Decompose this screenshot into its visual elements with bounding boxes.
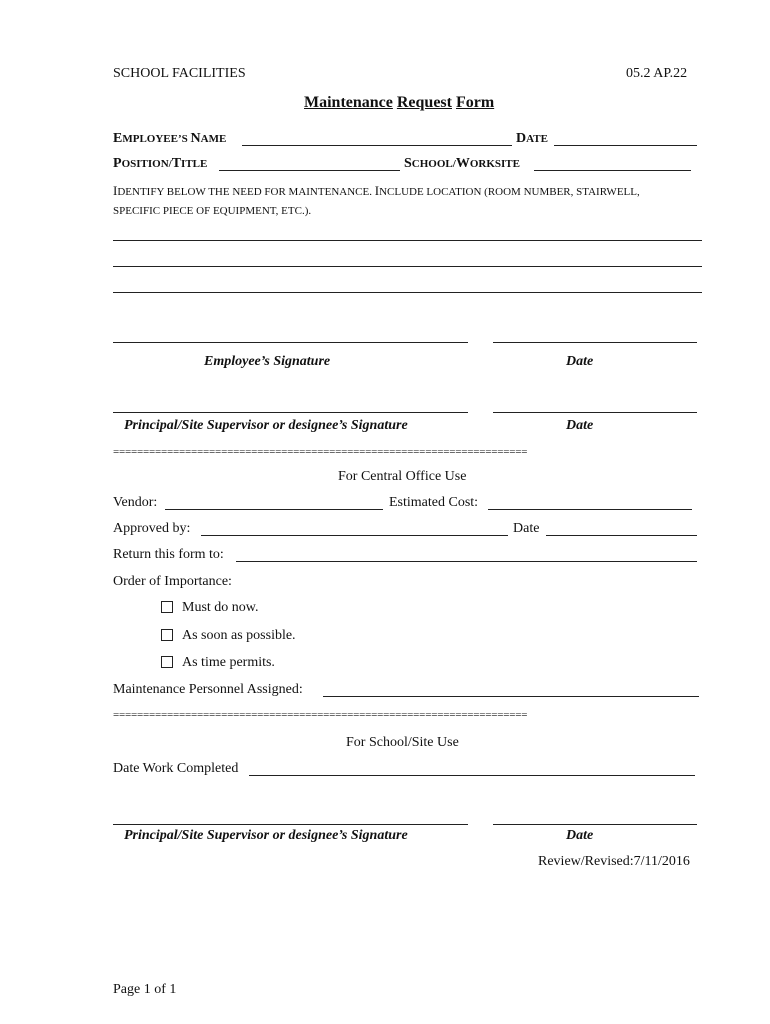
description-line[interactable]: [113, 292, 702, 293]
employee-name-label: EMPLOYEE’S NAME: [113, 131, 227, 146]
page-number: Page 1 of 1: [113, 982, 177, 997]
principal-signature-label: Principal/Site Supervisor or designee’s Signature: [124, 418, 408, 433]
principal-signature-line[interactable]: [113, 412, 468, 413]
instructions-line-1: IDENTIFY BELOW THE NEED FOR MAINTENANCE. INCLUDE LOCATION (ROOM NUMBER, STAIRWELL,: [113, 183, 640, 198]
page-title: [304, 94, 494, 112]
title-word-3: Form: [455, 94, 495, 111]
as-time-permits-checkbox[interactable]: [161, 656, 173, 668]
final-signature-line[interactable]: [113, 824, 468, 825]
employee-signature-line[interactable]: [113, 342, 468, 343]
approved-date-field[interactable]: [546, 535, 697, 536]
principal-date-line[interactable]: [493, 412, 697, 413]
final-signature-label: Principal/Site Supervisor or designee’s Signature: [124, 828, 408, 843]
revised-date: Review/Revised:7/11/2016: [538, 854, 690, 869]
school-worksite-field[interactable]: [534, 170, 691, 171]
separator: =====================================================================: [113, 446, 528, 458]
must-do-now-checkbox[interactable]: [161, 601, 173, 613]
date-work-completed-field[interactable]: [249, 775, 695, 776]
order-of-importance-label: Order of Importance:: [113, 574, 232, 589]
as-soon-as-possible-checkbox[interactable]: [161, 629, 173, 641]
return-to-label: Return this form to:: [113, 547, 224, 562]
central-office-heading: For Central Office Use: [338, 469, 467, 484]
personnel-assigned-field[interactable]: [323, 696, 699, 697]
principal-date-label: Date: [566, 418, 594, 433]
estimated-cost-label: Estimated Cost:: [389, 495, 479, 510]
separator: =====================================================================: [113, 709, 528, 721]
position-title-label: POSITION/TITLE: [113, 156, 208, 171]
date-work-completed-label: Date Work Completed: [113, 761, 239, 776]
as-time-permits-label: As time permits.: [182, 655, 275, 670]
position-title-field[interactable]: [219, 170, 400, 171]
employee-signature-label: Employee’s Signature: [204, 354, 331, 369]
title-word-1: Maintenance: [304, 94, 393, 111]
header-left: SCHOOL FACILITIES: [113, 66, 246, 81]
date-label: DATE: [516, 131, 548, 146]
employee-date-line[interactable]: [493, 342, 697, 343]
approved-by-field[interactable]: [201, 535, 508, 536]
as-soon-as-possible-label: As soon as possible.: [182, 628, 296, 643]
approved-by-label: Approved by:: [113, 521, 191, 536]
instructions-line-2: SPECIFIC PIECE OF EQUIPMENT, ETC.).: [113, 205, 312, 217]
title-word-2: Request: [396, 94, 452, 111]
school-site-heading: For School/Site Use: [346, 735, 459, 750]
employee-name-field[interactable]: [242, 145, 512, 146]
estimated-cost-field[interactable]: [488, 509, 692, 510]
date-field[interactable]: [554, 145, 697, 146]
employee-date-label: Date: [566, 354, 594, 369]
header-right: 05.2 AP.22: [626, 66, 688, 81]
personnel-assigned-label: Maintenance Personnel Assigned:: [113, 682, 303, 697]
description-line[interactable]: [113, 266, 702, 267]
final-date-line[interactable]: [493, 824, 697, 825]
vendor-field[interactable]: [165, 509, 383, 510]
approved-date-label: Date: [513, 521, 540, 536]
return-to-field[interactable]: [236, 561, 697, 562]
must-do-now-label: Must do now.: [182, 600, 259, 615]
description-line[interactable]: [113, 240, 702, 241]
final-date-label: Date: [566, 828, 594, 843]
school-worksite-label: SCHOOL/WORKSITE: [404, 156, 520, 171]
vendor-label: Vendor:: [113, 495, 158, 510]
